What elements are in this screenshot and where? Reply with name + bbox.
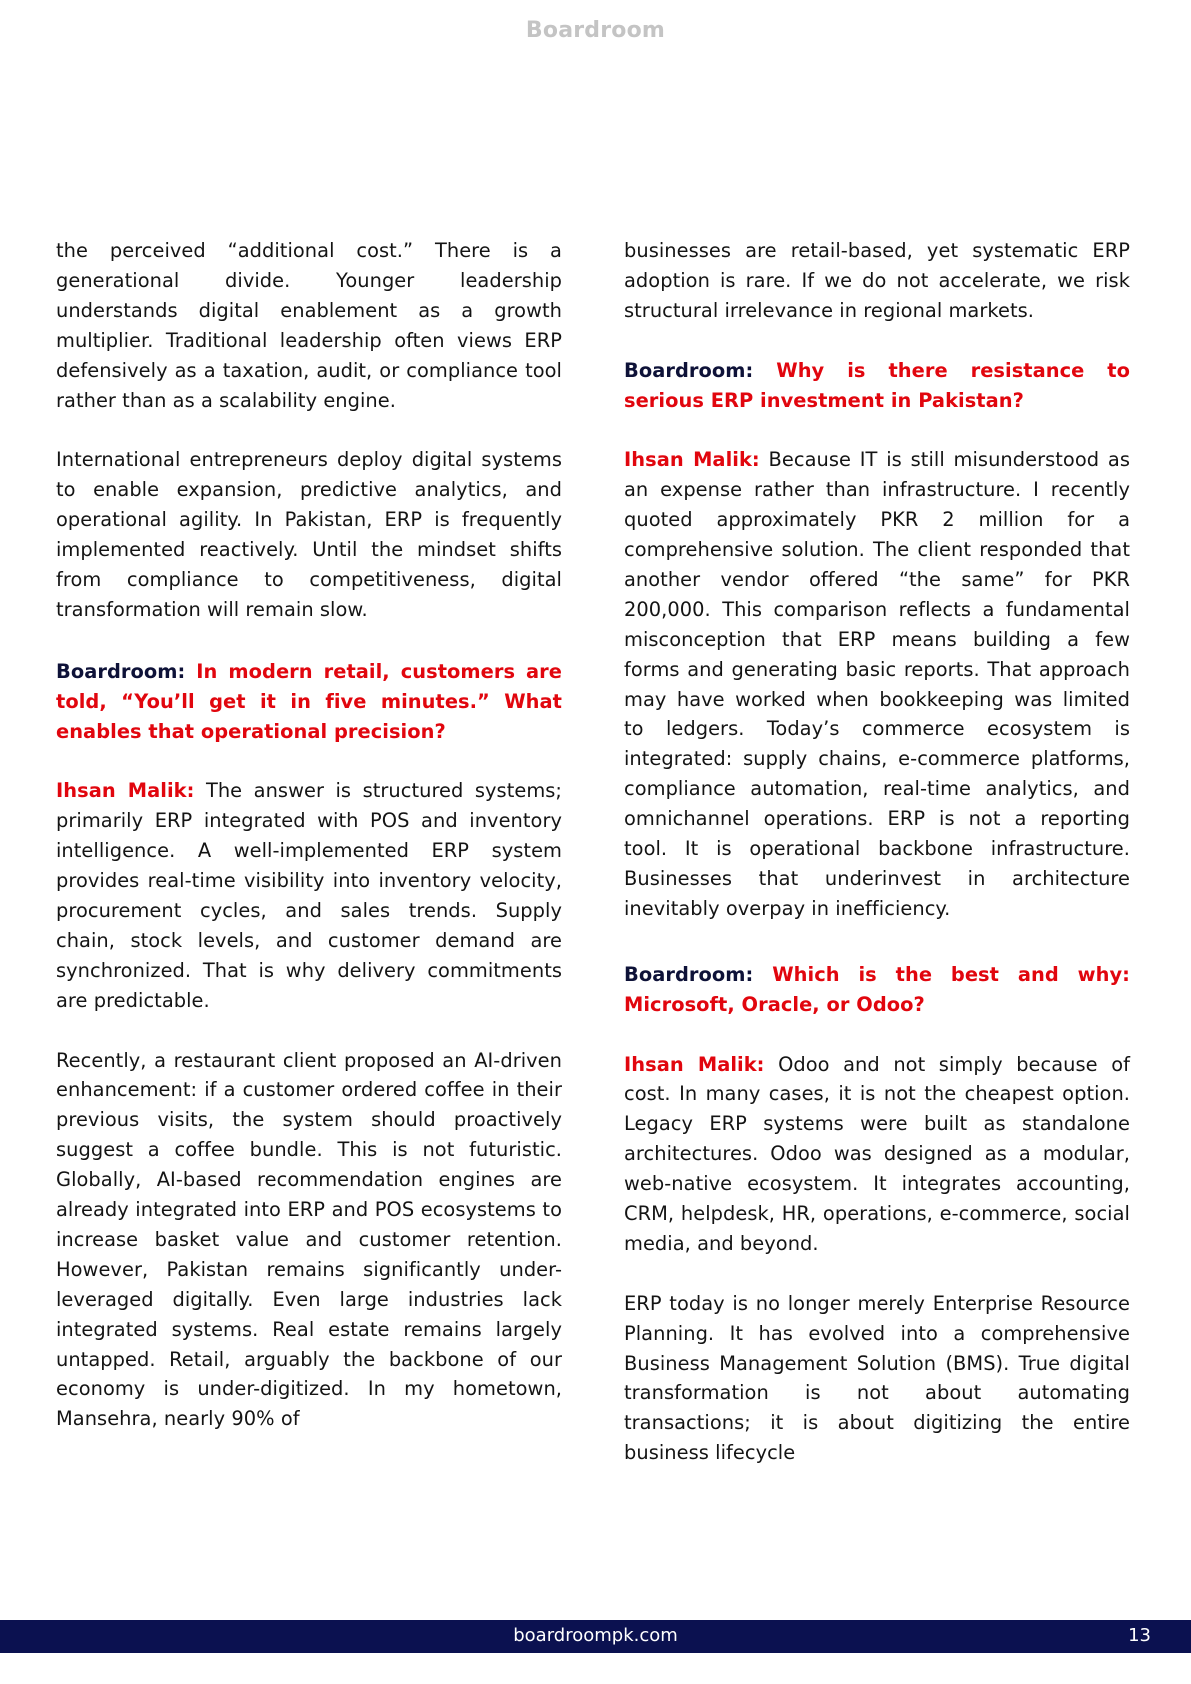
interview-answer	[624, 1050, 1130, 1259]
page-number: 13	[1128, 1625, 1151, 1646]
question-text: Why is there resistance to serious ERP investment in Pakistan?	[624, 358, 1130, 412]
respondent-label: Ihsan Malik:	[624, 1052, 765, 1076]
footer-website-link[interactable]: boardroompk.com	[513, 1625, 678, 1646]
masthead-title: Boardroom	[525, 18, 666, 43]
footer-bar	[0, 1620, 1191, 1653]
respondent-label: Ihsan Malik:	[624, 448, 760, 472]
body-paragraph: International entrepreneurs deploy digital systems to enable expansion, predictive analytics, and operational agility. In Pakistan, ERP is frequently implemented reactively. Until the mindset shifts from compliance to competitiveness, digital transformation will remain slow.	[56, 448, 562, 621]
body-paragraph: businesses are retail-based, yet systematic ERP adoption is rare. If we do not accelerate, we risk structural irrelevance in regional markets.	[624, 239, 1130, 322]
left-column	[56, 236, 562, 1434]
body-paragraph: the perceived “additional cost.” There is a generational divide. Younger leadership understands digital enablement as a growth multiplier. Traditional leadership often views ERP defensively as a taxation, audit, or compliance tool rather than as a scalability engine.	[56, 239, 562, 412]
body-paragraph: ERP today is no longer merely Enterprise Resource Planning. It has evolved into a comprehensive Business Management Solution (BMS). True digital transformation is not about automating transactions; it is about digitizing the entire business lifecycle	[624, 1291, 1130, 1465]
answer-text: Odoo and not simply because of cost. In many cases, it is not the cheapest option. Legacy ERP systems were built as standalone architectures. Odoo was designed as a modular, web-native ecosystem. It integrates accounting, CRM, helpdesk, HR, operations, e-commerce, social media, and beyond.	[624, 1052, 1131, 1255]
body-paragraph: Recently, a restaurant client proposed an AI-driven enhancement: if a customer ordered coffee in their previous visits, the system should proactively suggest a coffee bundle. This is not futuristic. Globally, AI-based recommendation engines are already integrated into ERP and POS ecosystems to increase basket value and customer retention. However, Pakistan remains significantly under-leveraged digitally. Even large industries lack integrated systems. Real estate remains largely untapped. Retail, arguably the backbone of our economy is under-digitized. In my hometown, Mansehra, nearly 90% of	[56, 1048, 562, 1431]
question-text: Which is the best and why: Microsoft, Oracle, or Odoo?	[624, 962, 1130, 1016]
interview-question	[56, 657, 562, 747]
interview-answer	[624, 445, 1130, 924]
interview-question	[624, 960, 1130, 1020]
right-column	[624, 236, 1130, 1468]
interview-question	[624, 356, 1130, 416]
answer-text: The answer is structured systems; primarily ERP integrated with POS and inventory intelligence. A well-implemented ERP system provides real-time visibility into inventory velocity, procurement cycles, and sales trends. Supply chain, stock levels, and customer demand are synchronized. That is why delivery commitments are predictable.	[56, 779, 563, 1012]
interviewer-label: Boardroom:	[624, 962, 754, 986]
interviewer-label: Boardroom:	[624, 358, 754, 382]
respondent-label: Ihsan Malik:	[56, 779, 195, 803]
interview-answer	[56, 776, 562, 1015]
interviewer-label: Boardroom:	[56, 659, 186, 683]
question-text: In modern retail, customers are told, “You’ll get it in five minutes.” What enables that operational precision?	[56, 659, 562, 743]
answer-text: Because IT is still misunderstood as an expense rather than infrastructure. I recently quoted approximately PKR 2 million for a comprehensive solution. The client responded that another vendor offered “the same” for PKR 200,000. This comparison reflects a fundamental misconception that ERP means building a few forms and generating basic reports. That approach may have worked when bookkeeping was limited to ledgers. Today’s commerce ecosystem is integrated: supply chains, e-commerce platforms, compliance automation, real-time analytics, and omnichannel operations. ERP is not a reporting tool. It is operational backbone infrastructure. Businesses that underinvest in architecture inevitably overpay in inefficiency.	[624, 448, 1131, 920]
